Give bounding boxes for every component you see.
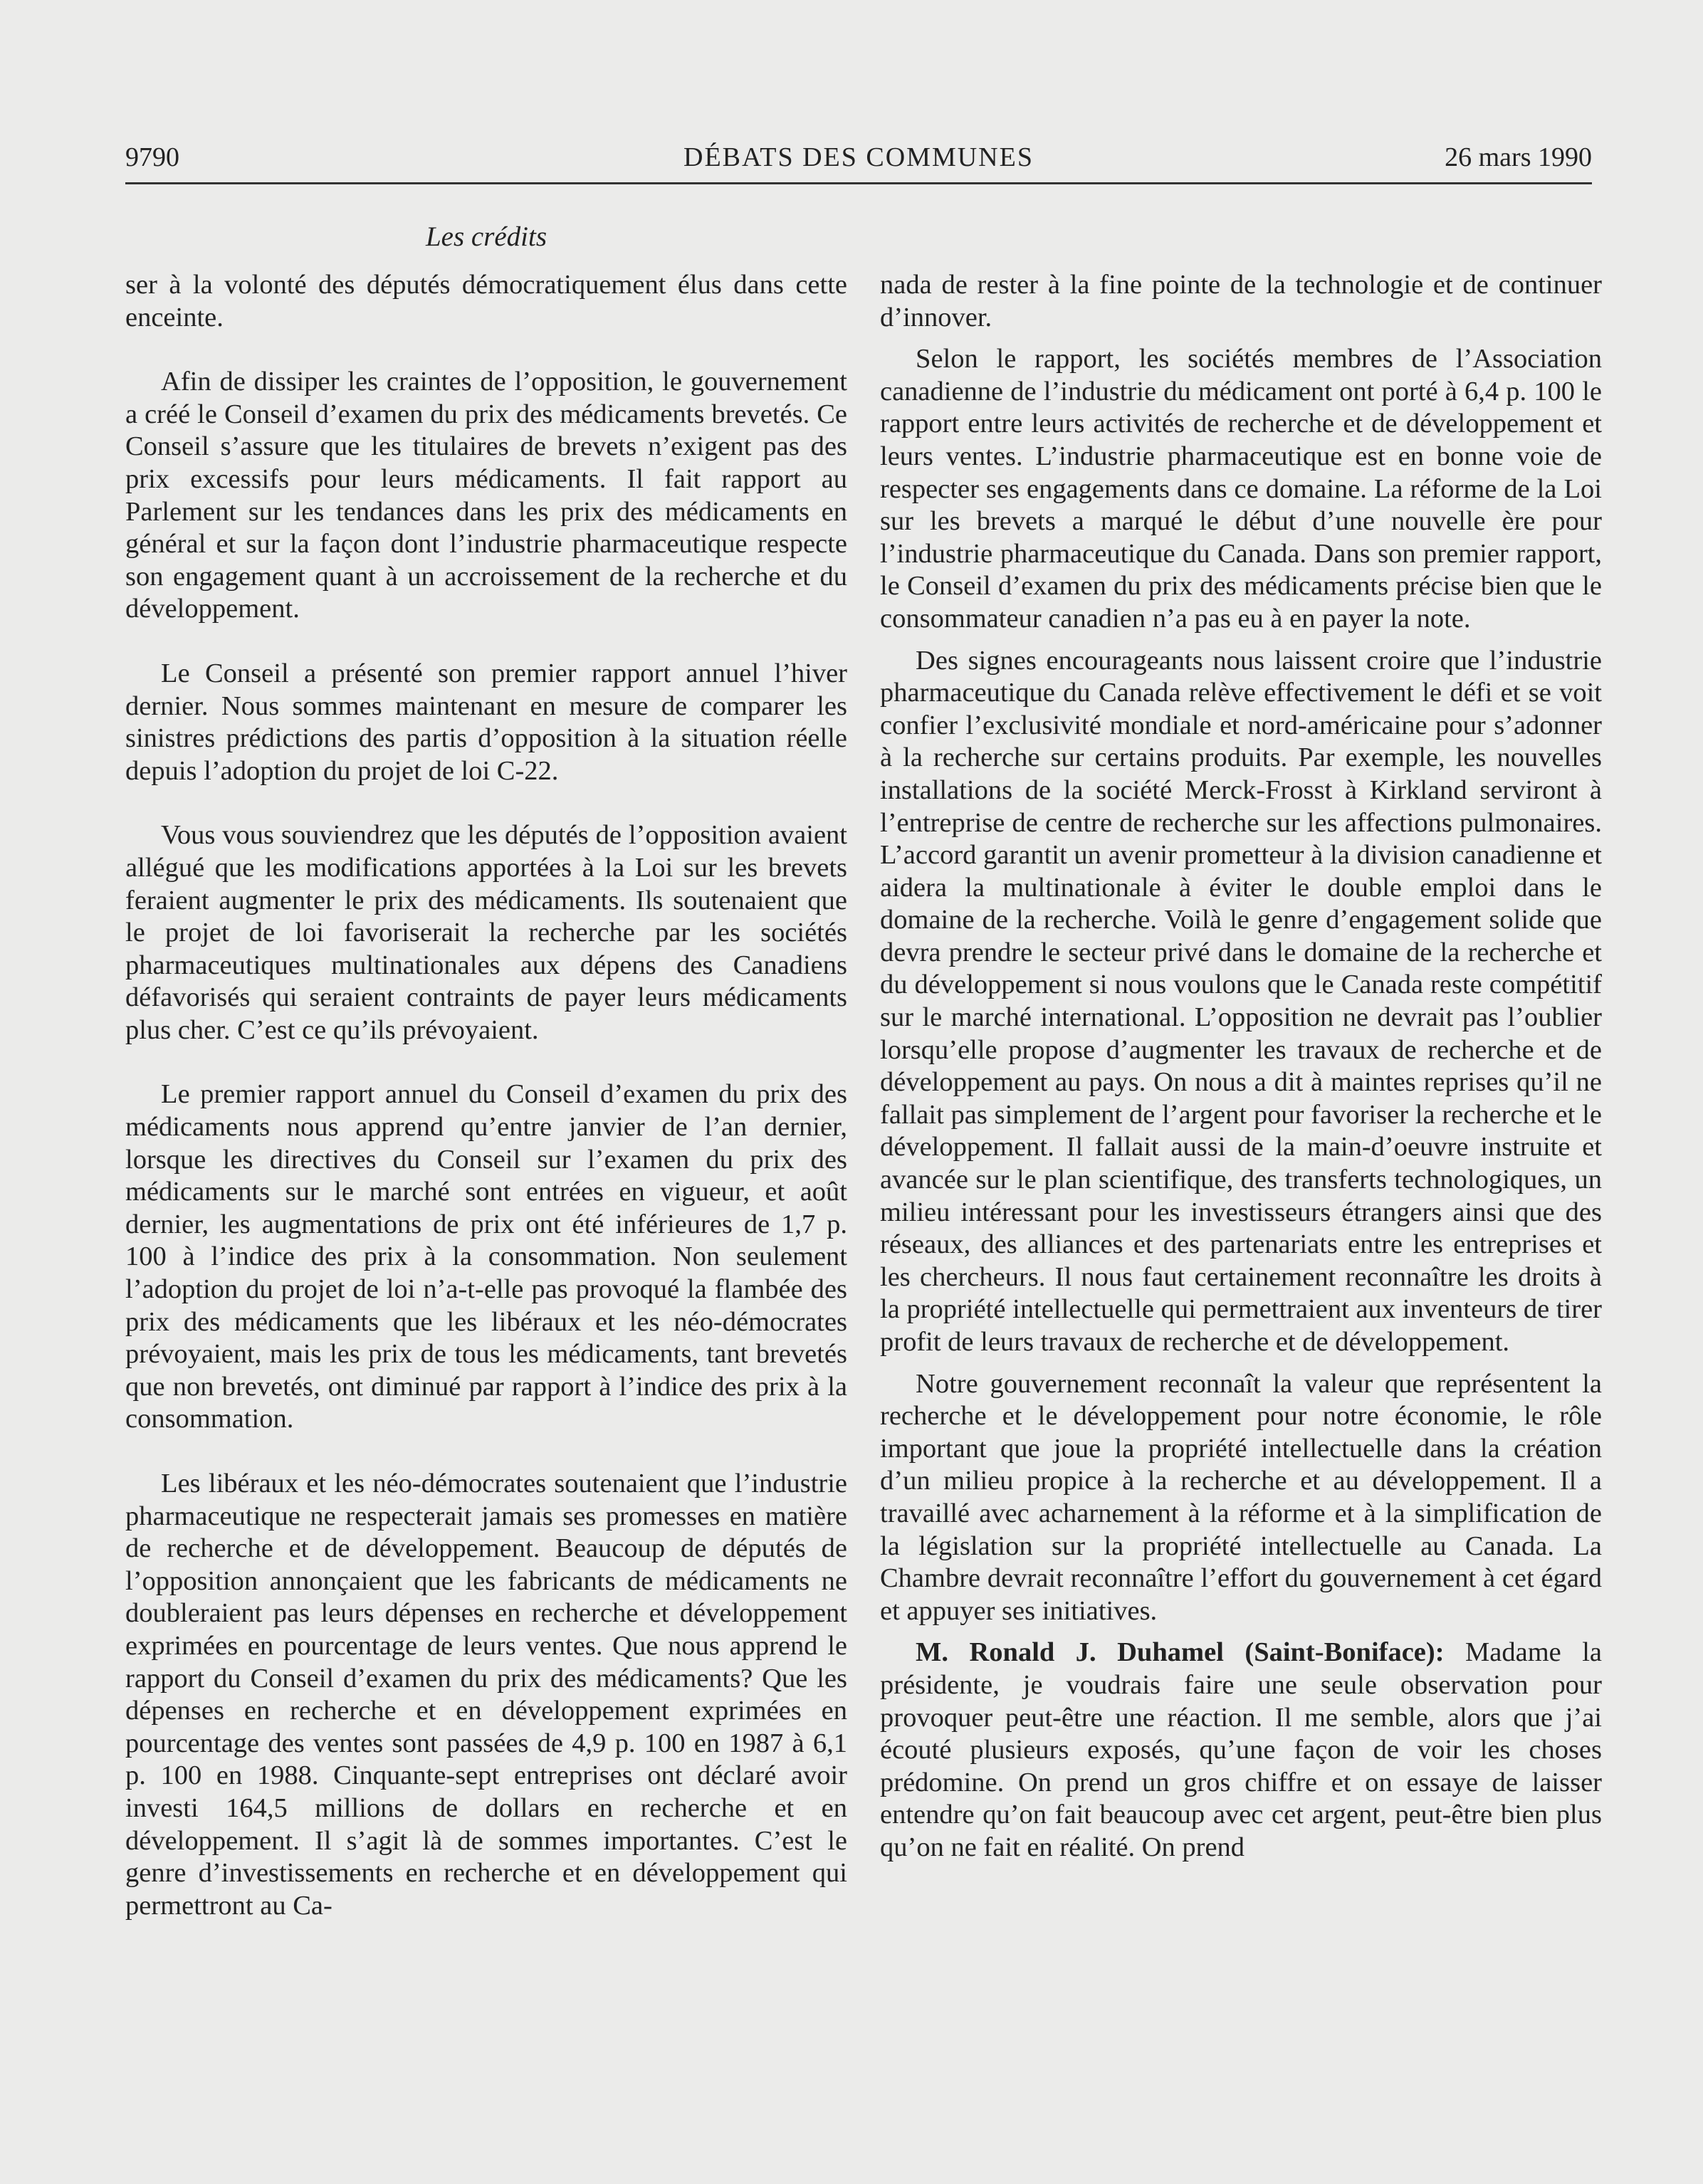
- section-title: Les crédits: [425, 221, 547, 252]
- page-number: 9790: [125, 142, 179, 172]
- paragraph: Le premier rapport annuel du Conseil d’examen du prix des médicaments nous apprend qu’entre janvier de l’an dernier, lorsque les directives du Conseil sur l’examen du prix des médicaments sur le marché sont entrées en vigueur, et août dernier, les augmentations de prix ont été inférieures de 1,7 p. 100 à l’indice des prix à la consommation. Non seulement l’adoption du projet de loi n’a-t-elle pas provoqué la flambée des prix des médicaments que les libéraux et les néo-démocrates prévoyaient, mais les prix de tous les médicaments, tant brevetés que non brevetés, ont diminué par rapport à l’indice des prix à la consommation.: [125, 1079, 847, 1434]
- paragraph: nada de rester à la fine pointe de la technologie et de continuer d’innover.: [880, 270, 1602, 332]
- speaker-text: Madame la présidente, je voudrais faire une seule observation pour provoquer peut-être une réaction. Il me semble, alors que j’ai écouté plusieurs exposés, qu’une façon de voir les choses prédomine. On prend un gros chiffre et on essaye de laisser entendre qu’on fait beaucoup avec cet argent, peut-être bien plus qu’on ne fait en réalité. On prend: [880, 1637, 1602, 1862]
- speaker-name: M. Ronald J. Duhamel (Saint-Boniface):: [916, 1637, 1445, 1668]
- publication-title: DÉBATS DES COMMUNES: [683, 142, 1034, 172]
- speaker-paragraph: [880, 1637, 1602, 1864]
- paragraph: ser à la volonté des députés démocratiquement élus dans cette enceinte.: [125, 270, 847, 332]
- right-column: [880, 269, 1602, 1864]
- paragraph: Afin de dissiper les craintes de l’opposition, le gouvernement a créé le Conseil d’examen du prix des médicaments brevetés. Ce Conseil s’assure que les titulaires de brevets n’exigent pas des prix excessifs pour leurs médicaments. Il fait rapport au Parlement sur les tendances dans les prix des médicaments en général et sur la façon dont l’industrie pharmaceutique respecte son engagement quant à un accroissement de la recherche et du développement.: [125, 367, 847, 624]
- page-date: 26 mars 1990: [1445, 142, 1592, 172]
- left-column: [125, 269, 847, 1922]
- paragraph: Les libéraux et les néo-démocrates soutenaient que l’industrie pharmaceutique ne respecterait jamais ses promesses en matière de recherche et de développement. Beaucoup de députés de l’opposition annonçaient que les fabricants de médicaments ne doubleraient pas leurs dépenses en recherche et développement exprimées en pourcentage de leurs ventes. Que nous apprend le rapport du Conseil d’examen du prix des médicaments? Que les dépenses en recherche et en développement exprimées en pourcentage des ventes sont passées de 4,9 p. 100 en 1987 à 6,1 p. 100 en 1988. Cinquante-sept entreprises ont déclaré avoir investi 164,5 millions de dollars en recherche et en développement. Il s’agit là de sommes importantes. C’est le genre d’investissements en recherche et en développement qui permettront au Ca-: [125, 1469, 847, 1921]
- paragraph: Notre gouvernement reconnaît la valeur que représentent la recherche et le développement pour notre économie, le rôle important que joue la propriété intellectuelle dans la création d’un milieu propice à la recherche et au développement. Il a travaillé avec acharnement à la réforme et à la simplification de la législation sur la propriété intellectuelle au Canada. La Chambre devrait reconnaître l’effort du gouvernement à cet égard et appuyer ses initiatives.: [880, 1368, 1602, 1626]
- paragraph: Selon le rapport, les sociétés membres de l’Association canadienne de l’industrie du médicament ont porté à 6,4 p. 100 le rapport entre leurs activités de recherche et de développement et leurs ventes. L’industrie pharmaceutique est en bonne voie de respecter ses engagements dans ce domaine. La réforme de la Loi sur les brevets a marqué le début d’une nouvelle ère pour l’industrie pharmaceutique du Canada. Dans son premier rapport, le Conseil d’examen du prix des médicaments précise bien que le consommateur canadien n’a pas eu à en payer la note.: [880, 344, 1602, 634]
- paragraph: Le Conseil a présenté son premier rapport annuel l’hiver dernier. Nous sommes maintenant en mesure de comparer les sinistres prédictions des partis d’opposition à la situation réelle depuis l’adoption du projet de loi C-22.: [125, 658, 847, 786]
- page-header: [125, 140, 1592, 184]
- paragraph: Vous vous souviendrez que les députés de l’opposition avaient allégué que les modifications apportées à la Loi sur les brevets feraient augmenter le prix des médicaments. Ils soutenaient que le projet de loi favoriserait la recherche par les sociétés pharmaceutiques multinationales aux dépens des Canadiens défavorisés qui seraient contraints de payer leurs médicaments plus cher. C’est ce qu’ils prévoyaient.: [125, 820, 847, 1045]
- paragraph: Des signes encourageants nous laissent croire que l’industrie pharmaceutique du Canada relève effectivement le défi et se voit confier l’exclusivité mondiale et nord-américaine pour s’adonner à la recherche sur certains produits. Par exemple, les nouvelles installations de la société Merck-Frosst à Kirkland serviront à l’entreprise de centre de recherche sur les affections pulmonaires. L’accord garantit un avenir prometteur à la division canadienne et aidera la multinationale à éviter le double emploi dans le domaine de la recherche. Voilà le genre d’engagement solide que devra prendre le secteur privé dans le domaine de la recherche et du développement si nous voulons que le Canada reste compétitif sur le marché international. L’opposition ne devrait pas l’oublier lorsqu’elle propose d’augmenter les travaux de recherche et de développement au pays. On nous a dit à maintes reprises qu’il ne fallait pas simplement de l’argent pour favoriser la recherche et le développement. Il fallait aussi de la main-d’oeuvre instruite et avancée sur le plan scientifique, des transferts technologiques, un milieu intéressant pour les investisseurs étrangers ainsi que des réseaux, des alliances et des partenariats entre les entreprises et les chercheurs. Il nous faut certainement reconnaître les droits à la propriété intellectuelle qui permettraient aux inventeurs de tirer profit de leurs travaux de recherche et de développement.: [880, 645, 1602, 1357]
